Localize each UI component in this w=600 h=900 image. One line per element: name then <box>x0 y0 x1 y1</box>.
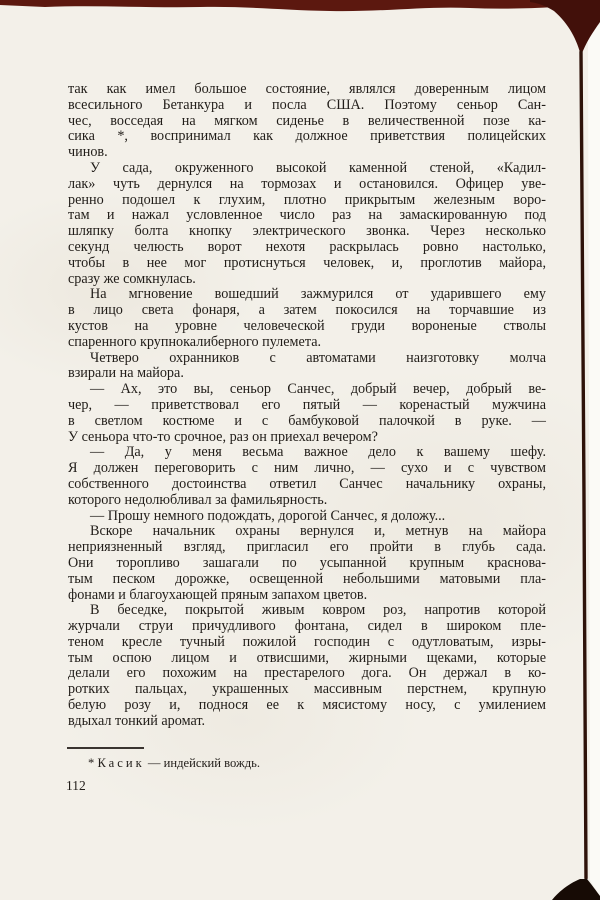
text-line: ренно подошел к глухим, плотно прикрытым железным воро- <box>68 191 546 208</box>
footnote-definition: — индейский вождь. <box>147 756 261 770</box>
text-line: лак» чуть дернулся на тормозах и остановился. Офицер уве- <box>68 175 546 192</box>
paragraph <box>68 524 546 603</box>
text-line: чес, восседая на мягком сиденье в величественной позе ка- <box>68 112 546 129</box>
paragraph <box>68 509 546 525</box>
text-line: чинов. <box>68 144 108 161</box>
text-line: Вскоре начальник охраны вернулся и, метнув на майора <box>90 523 546 540</box>
text-line: фонами и благоухающей пряным запахом цветов. <box>68 586 368 603</box>
text-line: спаренного крупнокалиберного пулемета. <box>68 333 322 350</box>
text-line: в лицо света фонаря, а затем покосился на торчавшие из <box>68 302 546 319</box>
page-edge-line <box>581 52 586 878</box>
text-line: У сада, окруженного высокой каменной стеной, «Кадил- <box>90 159 546 176</box>
paragraph <box>68 445 546 508</box>
text-line: журчали струи причудливого фонтана, сидел в широком пле- <box>68 618 546 635</box>
text-line: сразу же сомкнулась. <box>68 270 196 287</box>
text-line: секунд челюсть ворот нехотя раскрылась ровно настолько, <box>68 238 546 255</box>
page-text <box>68 82 546 730</box>
footnote-divider <box>67 747 144 749</box>
text-line: У сеньора что-то срочное, раз он приехал вечером? <box>68 428 378 445</box>
corner-shadow-blob <box>552 879 600 900</box>
footnote-term: Касик <box>97 756 145 770</box>
text-line: делали его похожим на престарелого дога. Он держал в ко- <box>68 665 546 682</box>
text-line: белую розу и, поднося ее к мясистому носу, с умилением <box>68 697 546 714</box>
text-line: так как имел большое состояние, являлся доверенным лицом <box>68 81 546 97</box>
text-line: тым оспою лицом и отвисшими, жирными щеками, которые <box>68 649 546 666</box>
text-line: собственного достоинства ответил Санчес начальнику охраны, <box>68 475 546 492</box>
text-line: Четверо охранников с автоматами наизготовку молча <box>90 349 546 366</box>
text-line: кустов на уровне человеческой груди вороненые стволы <box>68 317 546 334</box>
text-line: На мгновение вошедший зажмурился от ударившего ему <box>90 286 546 303</box>
paragraph <box>68 287 546 350</box>
text-line: неприязненный взгляд, пригласил его пройти в глубь сада. <box>68 539 546 556</box>
footnote-marker: * <box>88 756 95 770</box>
text-line: сика *, воспринимал как должное приветствия полицейских <box>68 128 546 145</box>
text-line: там и нажал условленное число раз на замаскированную под <box>68 207 546 224</box>
paragraph <box>68 161 546 287</box>
paragraph <box>68 82 546 161</box>
text-line: всесильного Бетанкура и посла США. Поэтому сеньор Сан- <box>68 96 546 113</box>
text-line: шляпку болта кнопку электрического звонка. Через несколько <box>68 223 546 240</box>
text-line: теном кресле тучный пожилой господин с одутловатым, изры- <box>68 633 546 650</box>
page-number: 112 <box>66 778 86 793</box>
text-line: — Да, у меня весьма важное дело к вашему шефу. <box>90 444 546 461</box>
footnote <box>67 756 545 771</box>
text-line: взирали на майора. <box>68 365 184 382</box>
text-line: В беседке, покрытой живым ковром роз, напротив которой <box>90 602 546 619</box>
paragraph <box>68 382 546 445</box>
text-line: вдыхал тонкий аромат. <box>68 712 206 729</box>
text-line: — Прошу немного подождать, дорогой Санчес, я доложу... <box>90 507 446 524</box>
text-line: — Ах, это вы, сеньор Санчес, добрый вечер, добрый ве- <box>90 381 546 398</box>
text-line: Я должен переговорить с ним лично, — сухо и с чувством <box>68 460 546 477</box>
text-line: чер, — приветствовал его пятый — коренастый мужчина <box>68 396 546 413</box>
cover-corner-wedge <box>530 0 600 56</box>
footnote-block <box>67 747 545 771</box>
text-line: чтобы в нее мог протиснуться человек, и, проглотив майора, <box>68 254 546 271</box>
text-line: которого недолюбливал за фамильярность. <box>68 491 328 508</box>
page-edge-stack <box>588 24 600 896</box>
paragraph <box>68 603 546 729</box>
text-line: тым песком дорожке, освещенной небольшими матовыми пла- <box>68 570 546 587</box>
text-line: Они торопливо зашагали по усыпанной крупным краснова- <box>68 554 546 571</box>
text-line: в светлом костюме и с бамбуковой палочкой в руке. — <box>68 412 546 429</box>
text-line: ротких пальцах, украшенных массивным перстнем, крупную <box>68 681 546 698</box>
paragraph <box>68 351 546 383</box>
cover-top-band <box>0 0 600 11</box>
